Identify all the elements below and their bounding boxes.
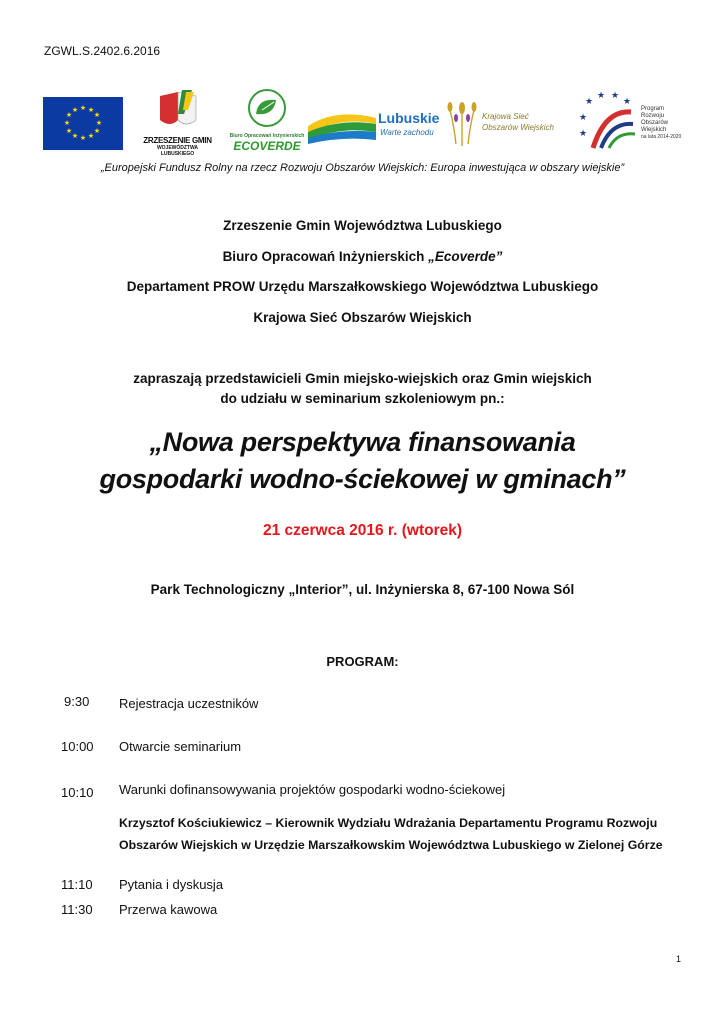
zgwl-caption-1: ZRZESZENIE GMIN [143,136,212,145]
svg-text:★: ★ [65,111,73,119]
ksow-grain-icon [444,96,480,148]
speaker-line-1: Krzysztof Kościukiewicz – Kierownik Wydziału Wdrażania Departamentu Programu Rozwoju [119,816,658,830]
ecoverde-small-text: Biuro Opracowań Inżynierskich [229,133,305,139]
organizer-prow: Departament PROW Urzędu Marszałkowskiego Województwa Lubuskiego [126,279,599,294]
ecoverde-logo [226,88,308,156]
prow-text-line: na lata 2014-2020 [641,134,682,140]
program-description: Przerwa kawowa [119,902,218,917]
program-time: 10:00 [61,739,94,754]
prow-emblem-icon [575,90,639,152]
logos-row [40,88,685,156]
invitation-line-2: do udziału w seminarium szkoleniowym pn.: [220,391,505,406]
program-time: 11:30 [61,902,93,917]
program-time: 11:10 [61,877,93,892]
svg-text:★: ★ [71,132,79,140]
svg-text:★: ★ [65,127,73,135]
speaker-info [119,812,709,856]
seminar-title-line-2: gospodarki wodno-ściekowej w gminach” [99,464,626,494]
ksow-text-2: Obszarów Wiejskich [482,123,554,132]
invitation-text [0,369,725,409]
ksow-text-1: Krajowa Sieć [482,112,529,121]
svg-text:★: ★ [63,119,71,127]
organizer-zgwl: Zrzeszenie Gmin Województwa Lubuskiego [223,218,502,233]
svg-text:★: ★ [87,106,95,114]
lubuskie-waves-icon [306,104,378,144]
eu-flag-logo [43,97,123,150]
lubuskie-name: Lubuskie [378,110,440,126]
organizer-ecoverde [0,249,725,264]
svg-text:★: ★ [578,113,588,123]
svg-text:★: ★ [87,132,95,140]
lubuskie-tagline: Warte zachodu [380,128,434,137]
svg-text:★: ★ [93,127,101,135]
organizer-ksow: Krajowa Sieć Obszarów Wiejskich [253,310,472,325]
svg-text:★: ★ [622,97,632,107]
svg-text:★: ★ [93,111,101,119]
fund-motto: „Europejski Fundusz Rolny na rzecz Rozwoju Obszarów Wiejskich: Europa inwestująca w obszary wiejskie” [100,162,625,174]
program-time: 10:10 [61,785,94,800]
program-heading: PROGRAM: [326,654,399,669]
svg-text:★: ★ [596,91,606,101]
ecoverde-name: ECOVERDE [233,139,301,153]
program-description: Pytania i dyskusja [119,877,224,892]
seminar-date: 21 czerwca 2016 r. (wtorek) [262,522,463,539]
program-description: Warunki dofinansowywania projektów gospodarki wodno-ściekowej [119,782,506,797]
lubuskie-logo [306,104,440,146]
prow-text-line: Wiejskich [641,127,667,133]
ecoverde-leaf-icon [226,88,308,128]
svg-text:★: ★ [71,106,79,114]
program-description: Rejestracja uczestników [119,696,259,711]
svg-text:★: ★ [79,104,87,112]
seminar-title-line-1: „Nowa perspektywa finansowania [149,427,576,457]
prow-text-line: Program [641,106,665,112]
svg-text:★: ★ [79,134,87,142]
organizer-ecoverde-name: „Ecoverde” [428,249,503,264]
svg-text:★: ★ [610,91,620,101]
zgwl-crest-icon [140,90,215,132]
svg-text:★: ★ [584,97,594,107]
svg-text:★: ★ [578,129,588,139]
ksow-logo [444,96,562,150]
zgwl-caption-2: WOJEWÓDZTWA LUBUSKIEGO [156,145,199,157]
seminar-venue: Park Technologiczny „Interior”, ul. Inżynierska 8, 67-100 Nowa Sól [150,582,575,597]
speaker-line-2: Obszarów Wiejskich w Urzędzie Marszałkowskim Województwa Lubuskiego w Zielonej Górze [119,838,663,852]
svg-text:★: ★ [95,119,103,127]
prow-text-line: Rozwoju [641,113,665,119]
invitation-line-1: zapraszają przedstawicieli Gmin miejsko-wiejskich oraz Gmin wiejskich [133,371,592,386]
document-reference: ZGWL.S.2402.6.2016 [44,44,161,58]
seminar-title [0,424,725,498]
prow-text-line: Obszarów [641,120,669,126]
program-time: 9:30 [64,694,90,709]
zgwl-logo [140,90,215,157]
organizer-ecoverde-prefix: Biuro Opracowań Inżynierskich [222,249,429,264]
prow-text [641,106,681,141]
page-number: 1 [676,954,682,964]
prow-logo [575,90,687,154]
program-description: Otwarcie seminarium [119,739,242,754]
